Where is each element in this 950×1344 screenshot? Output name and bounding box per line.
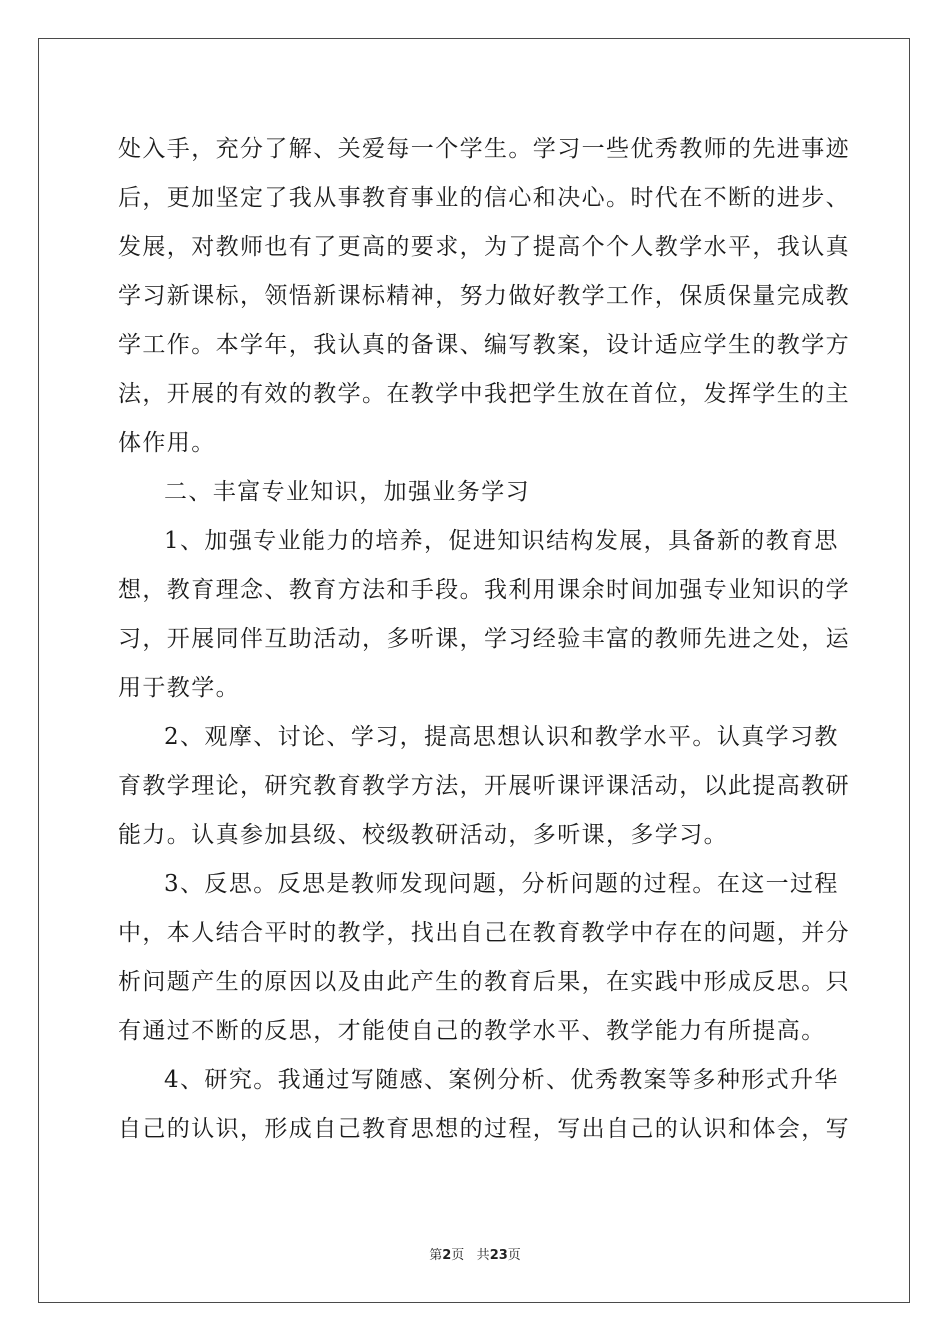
text-line: 学习新课标，领悟新课标精神，努力做好教学工作，保质保量完成教 <box>118 283 850 309</box>
text-line: 发展，对教师也有了更高的要求，为了提高个个人教学水平，我认真 <box>118 234 850 260</box>
section-heading: 二、丰富专业知识，加强业务学习 <box>164 479 530 505</box>
text-line: 学工作。本学年，我认真的备课、编写教案，设计适应学生的教学方 <box>118 332 850 358</box>
total-label-suffix: 页 <box>507 1248 521 1263</box>
text-line: 3、反思。反思是教师发现问题，分析问题的过程。在这一过程 <box>164 871 839 897</box>
text-line: 体作用。 <box>118 430 216 456</box>
total-pages: 23 <box>489 1248 508 1263</box>
text-line: 自己的认识，形成自己教育思想的过程，写出自己的认识和体会，写 <box>118 1116 850 1142</box>
page-number: 2 <box>442 1248 452 1263</box>
text-line: 2、观摩、讨论、学习，提高思想认识和教学水平。认真学习教 <box>164 724 839 750</box>
text-line: 析问题产生的原因以及由此产生的教育后果，在实践中形成反思。只 <box>118 969 850 995</box>
text-line: 处入手，充分了解、关爱每一个学生。学习一些优秀教师的先进事迹 <box>118 136 850 162</box>
text-line: 习，开展同伴互助活动，多听课，学习经验丰富的教师先进之处，运 <box>118 626 850 652</box>
total-label-prefix: 共 <box>476 1248 490 1263</box>
text-line: 育教学理论，研究教育教学方法，开展听课评课活动，以此提高教研 <box>118 773 850 799</box>
text-line: 4、研究。我通过写随感、案例分析、优秀教案等多种形式升华 <box>164 1067 839 1093</box>
text-line: 有通过不断的反思，才能使自己的教学水平、教学能力有所提高。 <box>118 1018 826 1044</box>
text-line: 用于教学。 <box>118 675 240 701</box>
page-label-suffix: 页 <box>451 1248 465 1263</box>
text-line: 中，本人结合平时的教学，找出自己在教育教学中存在的问题，并分 <box>118 920 850 946</box>
text-line: 想，教育理念、教育方法和手段。我利用课余时间加强专业知识的学 <box>118 577 850 603</box>
page-footer <box>0 1244 950 1263</box>
text-line: 能力。认真参加县级、校级教研活动，多听课，多学习。 <box>118 822 728 848</box>
page-label-prefix: 第 <box>429 1248 443 1263</box>
text-line: 后，更加坚定了我从事教育事业的信心和决心。时代在不断的进步、 <box>118 185 850 211</box>
text-line: 法，开展的有效的教学。在教学中我把学生放在首位，发挥学生的主 <box>118 381 850 407</box>
text-line: 1、加强专业能力的培养，促进知识结构发展，具备新的教育思 <box>164 528 839 554</box>
